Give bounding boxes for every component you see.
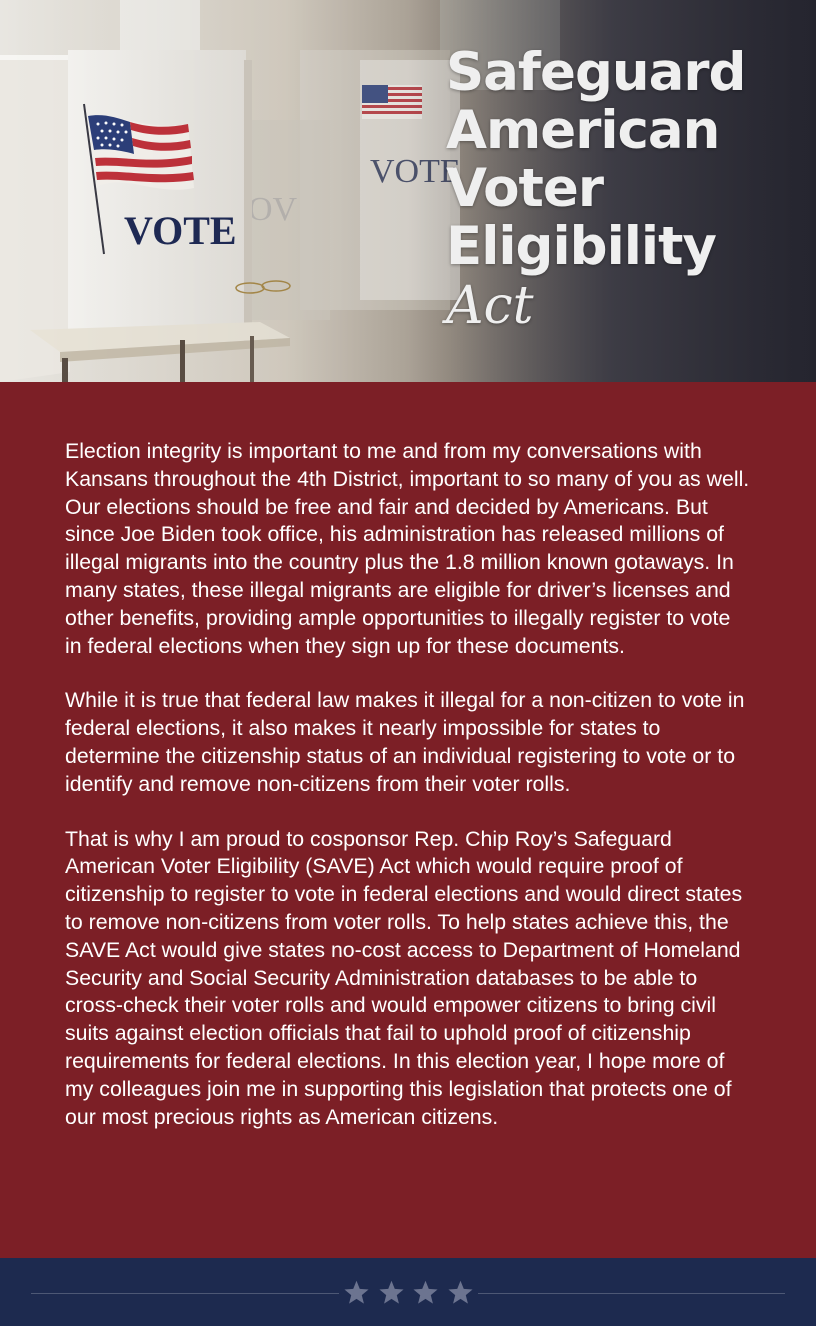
divider-line-left <box>31 1293 339 1294</box>
title-line-4: Eligibility <box>446 216 716 277</box>
title-line-2: American <box>446 100 720 161</box>
stars-row <box>339 1275 478 1309</box>
article-text <box>65 438 751 1158</box>
page-title <box>446 44 806 336</box>
paragraph-3: That is why I am proud to cosponsor Rep. Chip Roy’s Safeguard American Voter Eligibility (SAVE) Act which would require proof of citizenship to register to vote in federal elections and would direct states to remove non-citizens from voter rolls. To help states achieve this, the SAVE Act would give states no-cost access to Department of Homeland Security and Social Security Administration databases to be able to cross-check their voter rolls and would empower citizens to bring civil suits against election officials that fail to uphold proof of citizenship requirements for federal elections. In this election year, I hope more of my colleagues join me in supporting this legislation that protects one of our most precious rights as American citizens. <box>65 826 743 1129</box>
footer-divider <box>0 1258 816 1326</box>
hero-banner <box>0 0 816 382</box>
title-line-3: Voter <box>446 158 603 219</box>
paragraph-1: Election integrity is important to me and from my conversations with Kansans throughout the 4th District, important to so many of you as well. Our elections should be free and fair and decided by Americans. But since Joe Biden took office, his administration has released millions of illegal migrants into the country plus the 1.8 million known gotaways. In many states, these illegal migrants are eligible for driver’s licenses and other benefits, providing ample opportunities to illegally register to vote in federal elections when they sign up for these documents. <box>65 439 750 658</box>
star-icon <box>343 1279 370 1306</box>
article-body <box>0 382 816 1258</box>
divider-line-right <box>478 1293 785 1294</box>
title-line-1: Safeguard <box>446 42 746 103</box>
title-act: Act <box>446 276 534 336</box>
star-icon <box>378 1279 405 1306</box>
star-icon <box>412 1279 439 1306</box>
star-icon <box>447 1279 474 1306</box>
paragraph-2: While it is true that federal law makes it illegal for a non-citizen to vote in federal elections, it also makes it nearly impossible for states to determine the citizenship status of an individual registering to vote or to identify and remove non-citizens from their voter rolls. <box>65 688 745 796</box>
